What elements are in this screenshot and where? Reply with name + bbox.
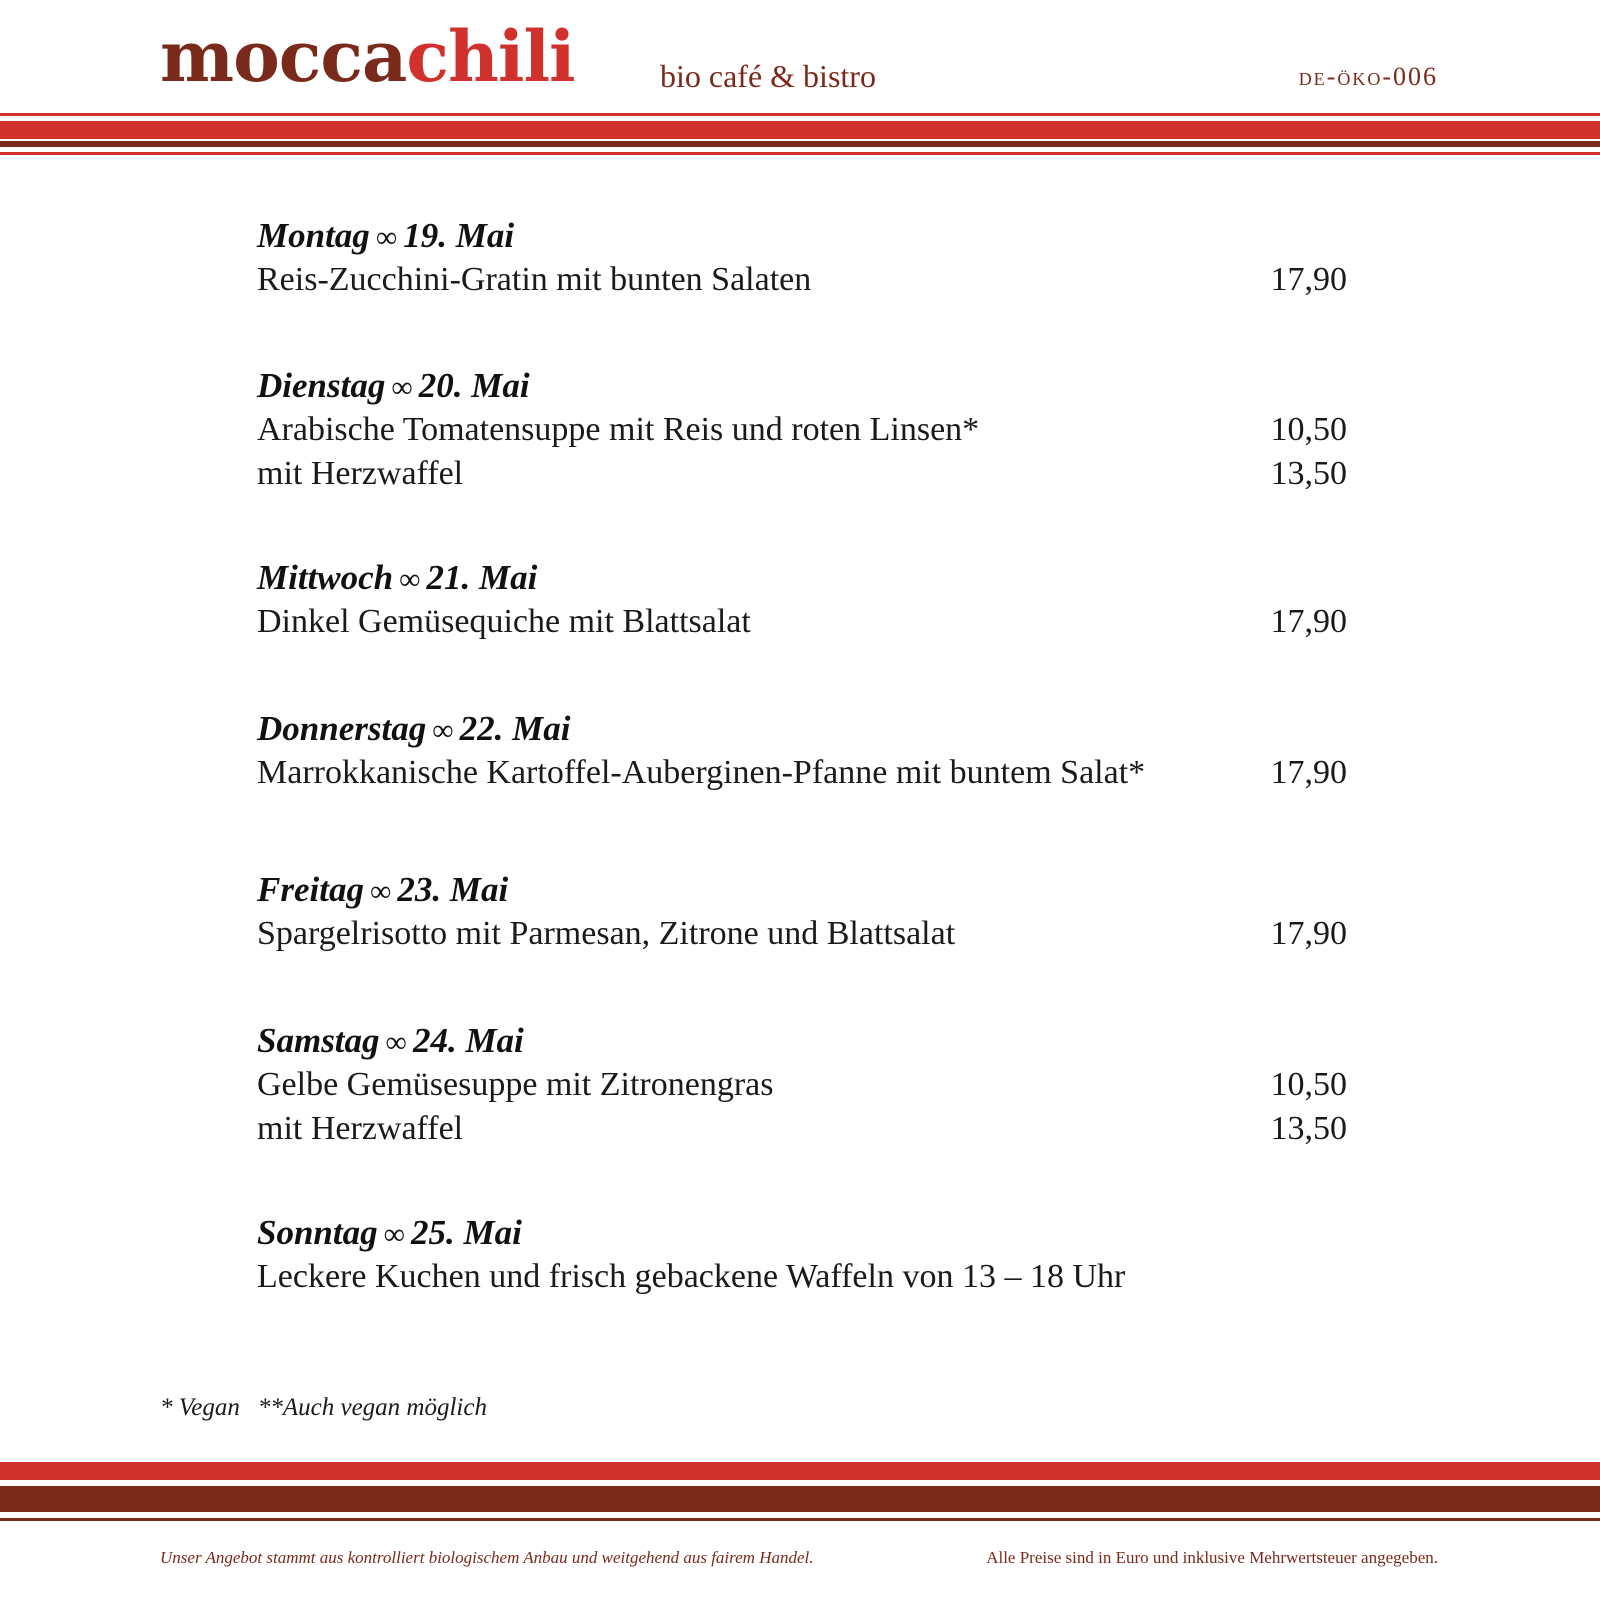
day-name: Dienstag	[257, 366, 386, 405]
day-friday	[257, 868, 1347, 956]
bottom-stripe-brown-thin	[0, 1518, 1600, 1521]
ornament-icon: ∞	[375, 221, 398, 254]
dish-name: Spargelrisotto mit Parmesan, Zitrone und Blattsalat	[257, 915, 956, 952]
dish-name: mit Herzwaffel	[257, 455, 464, 492]
certification-code: de-öko-006	[1298, 62, 1438, 91]
dish-name: mit Herzwaffel	[257, 1110, 464, 1147]
menu-item	[257, 408, 1347, 452]
vegan-footnote	[160, 1394, 505, 1422]
day-thursday	[257, 707, 1347, 795]
bottom-stripe-red	[0, 1462, 1600, 1480]
ornament-icon: ∞	[369, 875, 392, 908]
day-name: Samstag	[257, 1021, 380, 1060]
menu-item	[257, 452, 1347, 496]
menu-item	[257, 258, 1347, 302]
dish-price: 13,50	[1270, 1110, 1347, 1147]
menu-item	[257, 912, 1347, 956]
day-sunday	[257, 1211, 1347, 1299]
vegan-possible-note: **Auch vegan möglich	[257, 1394, 487, 1421]
day-date: 21. Mai	[426, 558, 538, 597]
ornament-icon: ∞	[385, 1026, 407, 1059]
day-title	[257, 214, 1347, 258]
day-date: 24. Mai	[412, 1021, 524, 1060]
dish-price	[1257, 1255, 1347, 1299]
day-name: Freitag	[257, 870, 364, 909]
dish-price: 17,90	[1270, 603, 1347, 640]
menu-item	[257, 600, 1347, 644]
logo	[160, 15, 575, 98]
dish-price: 10,50	[1270, 1066, 1347, 1103]
dish-name: Reis-Zucchini-Gratin mit bunten Salaten	[257, 261, 812, 298]
menu-item	[257, 751, 1347, 795]
day-title	[257, 868, 1347, 912]
logo-mocca: mocca	[160, 15, 407, 98]
vegan-note: * Vegan	[160, 1394, 240, 1421]
day-saturday	[257, 1019, 1347, 1151]
dish-price: 13,50	[1270, 455, 1347, 492]
dish-name: Arabische Tomatensuppe mit Reis und roten Linsen*	[257, 411, 980, 448]
day-monday	[257, 214, 1347, 302]
menu-item	[257, 1255, 1347, 1299]
day-title	[257, 556, 1347, 600]
dish-price: 17,90	[1270, 754, 1347, 791]
dish-name: Gelbe Gemüsesuppe mit Zitronengras	[257, 1066, 774, 1103]
day-date: 19. Mai	[403, 216, 515, 255]
dish-price: 17,90	[1270, 261, 1347, 298]
logo-chili: chili	[406, 15, 575, 98]
dish-price: 10,50	[1270, 411, 1347, 448]
ornament-icon: ∞	[399, 563, 421, 596]
tagline: bio café & bistro	[660, 58, 876, 94]
dish-name: Marrokkanische Kartoffel-Auberginen-Pfanne mit buntem Salat*	[257, 754, 1146, 791]
menu-item	[257, 1063, 1347, 1107]
day-wednesday	[257, 556, 1347, 644]
top-stripe-thin-2	[0, 152, 1600, 155]
day-title	[257, 1211, 1347, 1255]
top-stripe-thin-1	[0, 113, 1600, 116]
dish-name: Dinkel Gemüsequiche mit Blattsalat	[257, 603, 751, 640]
dish-price: 17,90	[1270, 915, 1347, 952]
footer-origin-note: Unser Angebot stammt aus kontrolliert biologischem Anbau und weitgehend aus fairem Handel.	[160, 1548, 814, 1567]
top-stripe-brown	[0, 141, 1600, 147]
day-title	[257, 707, 1347, 751]
top-stripe-thick	[0, 121, 1600, 139]
day-name: Mittwoch	[257, 558, 394, 597]
day-date: 25. Mai	[411, 1213, 522, 1252]
ornament-icon: ∞	[383, 1218, 406, 1251]
bottom-stripe-brown-thick	[0, 1486, 1600, 1512]
ornament-icon: ∞	[391, 371, 413, 404]
footer-price-note: Alle Preise sind in Euro und inklusive Mehrwertsteuer angegeben.	[986, 1548, 1438, 1567]
day-name: Sonntag	[257, 1213, 378, 1252]
ornament-icon: ∞	[432, 714, 454, 747]
day-name: Donnerstag	[257, 709, 427, 748]
dish-name: Leckere Kuchen und frisch gebackene Waffeln von 13 – 18 Uhr	[257, 1258, 1126, 1295]
menu-item	[257, 1107, 1347, 1151]
day-date: 22. Mai	[459, 709, 571, 748]
day-date: 20. Mai	[418, 366, 530, 405]
day-date: 23. Mai	[397, 870, 509, 909]
day-title	[257, 364, 1347, 408]
day-title	[257, 1019, 1347, 1063]
day-tuesday	[257, 364, 1347, 496]
day-name: Montag	[257, 216, 370, 255]
